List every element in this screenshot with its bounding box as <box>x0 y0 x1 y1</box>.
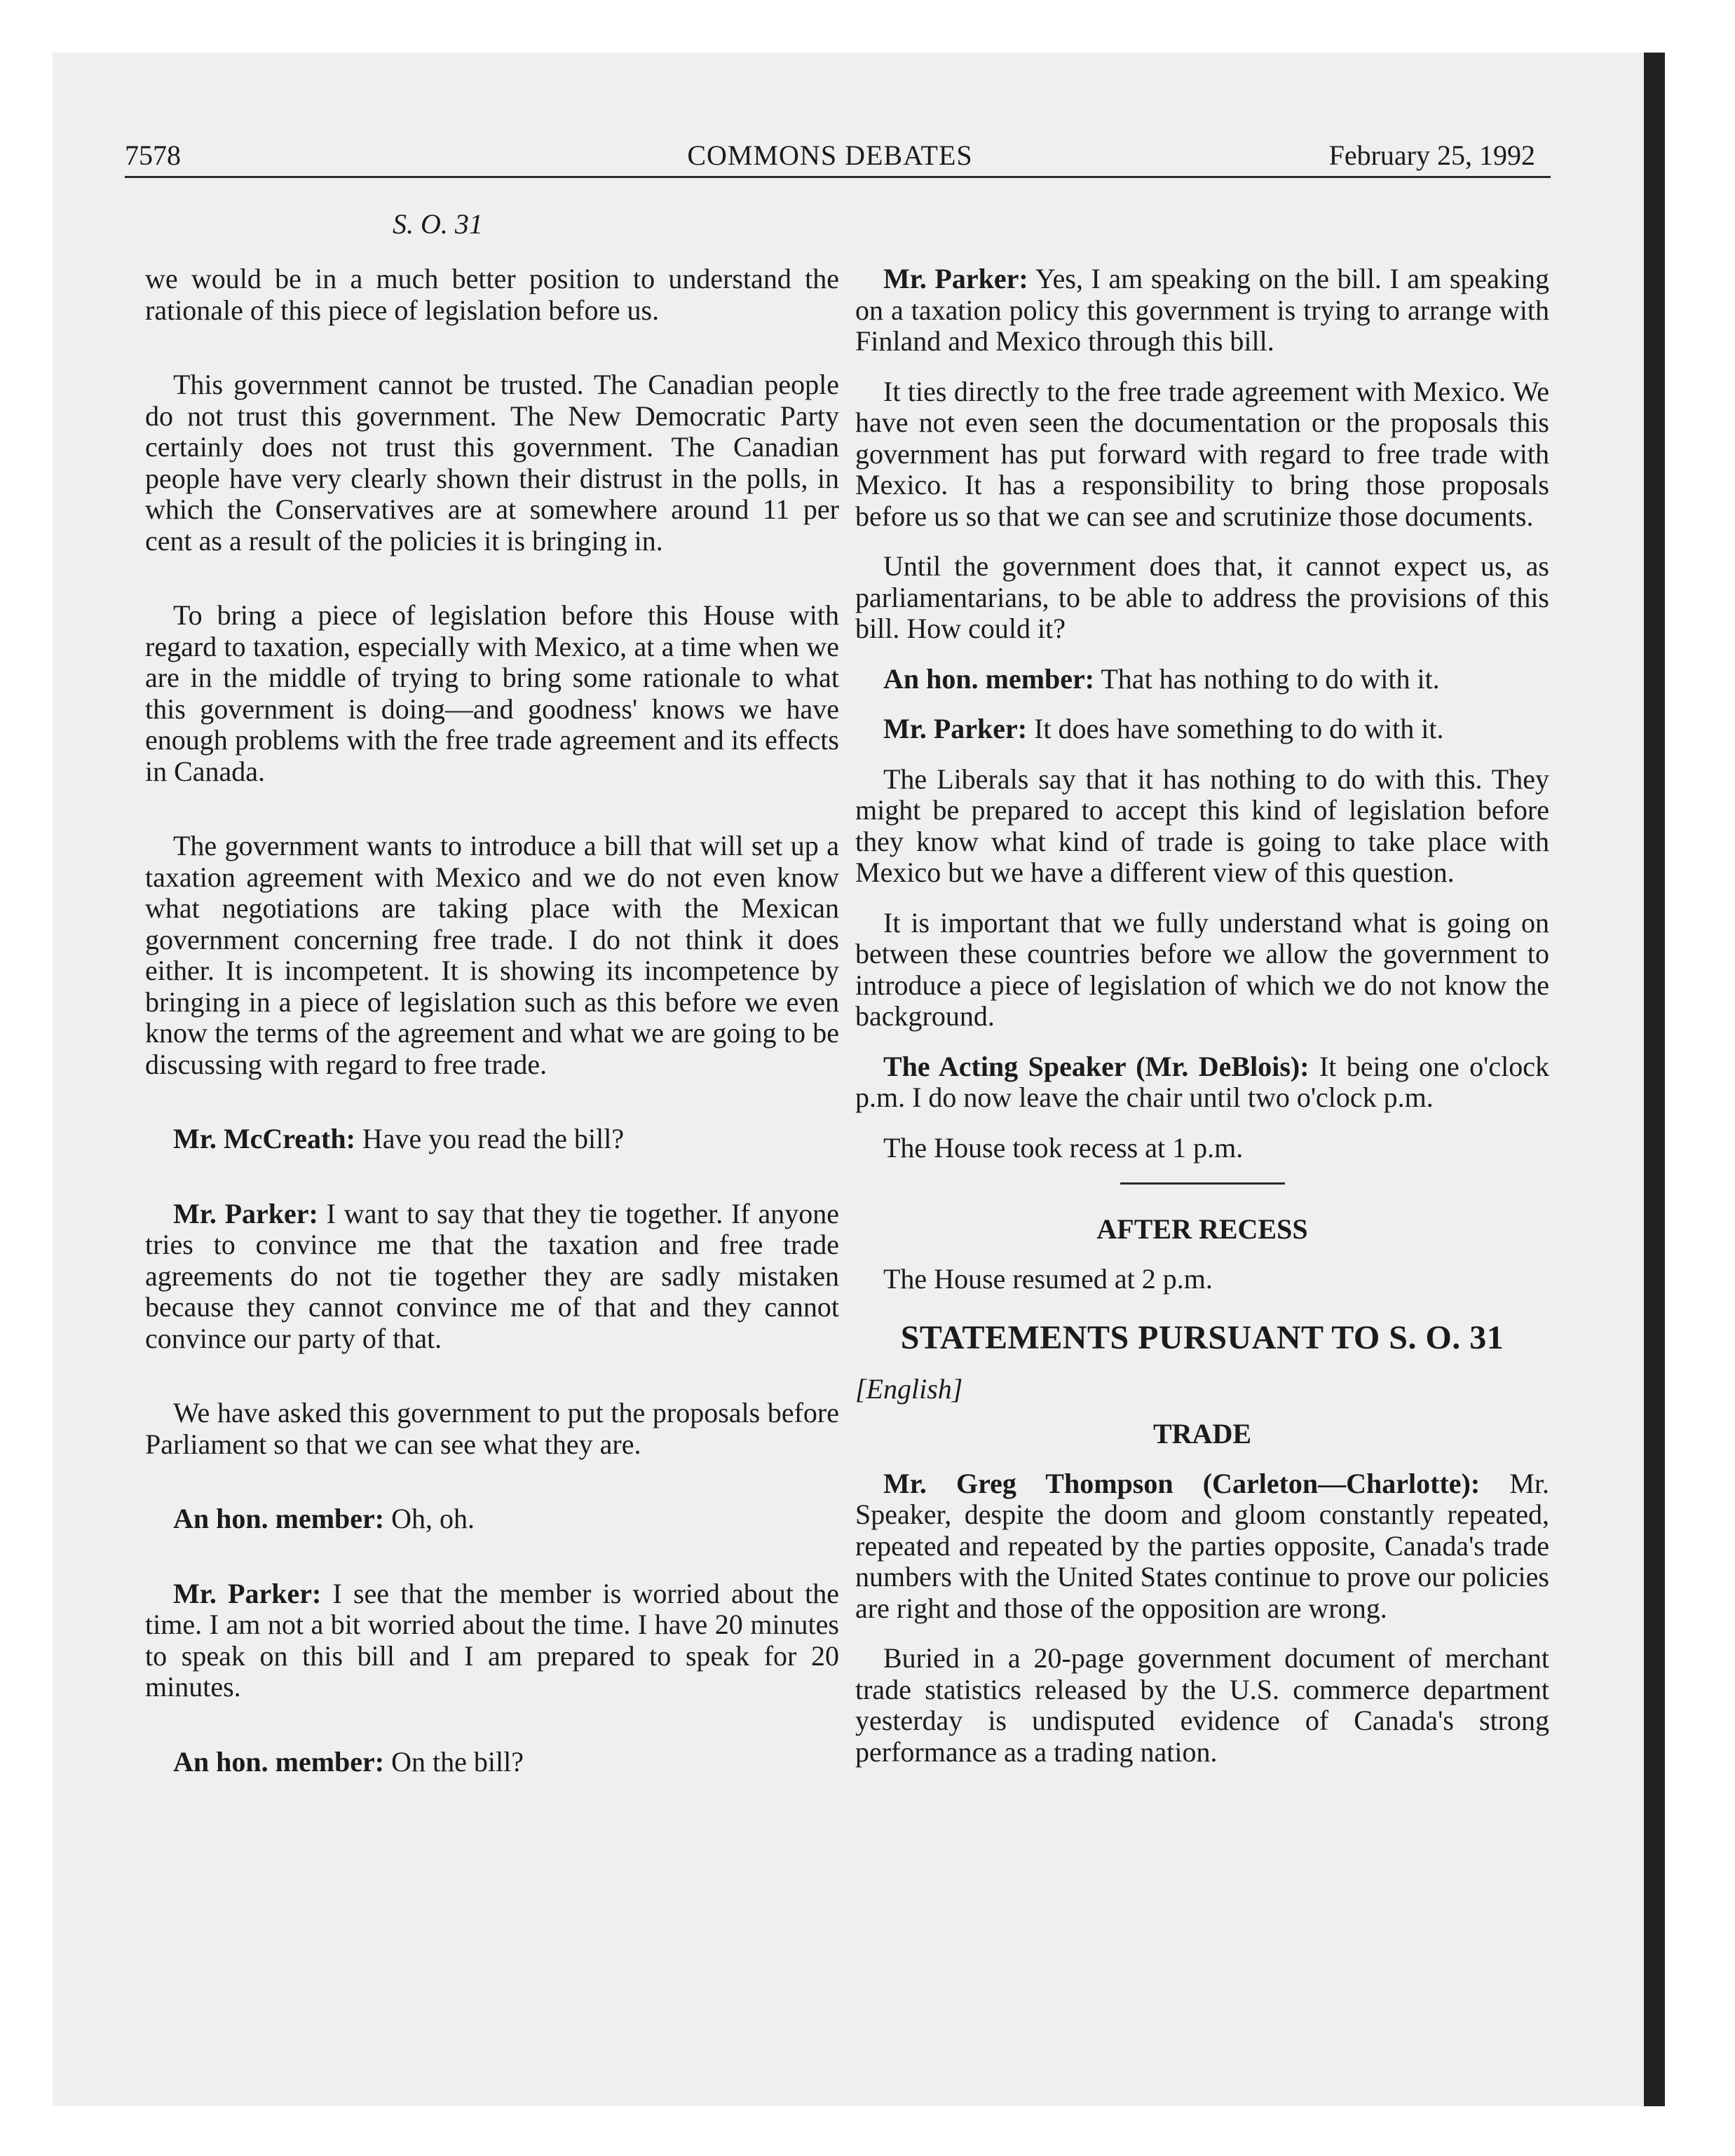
topic-heading: TRADE <box>1152 1418 1252 1449</box>
publication-title: COMMONS DEBATES <box>687 139 973 171</box>
statements-heading: STATEMENTS PURSUANT TO S. O. 31 <box>900 1319 1504 1356</box>
after-recess-heading: AFTER RECESS <box>1096 1213 1308 1245</box>
paragraph: We have asked this government to put the proposals before Parliament so that we can see what they are. <box>145 1397 839 1460</box>
paragraph: It is important that we fully understand what is going on between these countries before we allow the government to introduce a piece of legislation of which we do not know the background. <box>855 906 1549 1032</box>
speech: An hon. member: Oh, oh. <box>173 1503 475 1534</box>
paragraph: It ties directly to the free trade agreement with Mexico. We have not even seen the documentation or the proposals this government has put forward with regard to free trade with Mexico. It has a responsibility to bring those proposals before us so that we can see and scrutinize those documents. <box>855 375 1549 532</box>
speech: The Acting Speaker (Mr. DeBlois): It being one o'clock p.m. I do now leave the chair until two o'clock p.m. <box>855 1050 1549 1113</box>
paragraph: This government cannot be trusted. The Canadian people do not trust this government. The New Democratic Party certainly does not trust this government. The Canadian people have very clearly shown their distrust in the polls, in which the Conservatives are at somewhere around 11 per cent as a result of the policies it is bringing in. <box>145 369 839 557</box>
speaker-name: The Acting Speaker (Mr. DeBlois): <box>883 1050 1309 1082</box>
language-note: [English] <box>855 1372 963 1405</box>
section-reference: S. O. 31 <box>393 208 483 240</box>
section-divider <box>1120 1182 1285 1185</box>
speech: Mr. Parker: I see that the member is worried about the time. I am not a bit worried about the time. I have 20 minutes to speak on this bill and I am prepared to speak for 20 minutes. <box>145 1577 839 1703</box>
speaker-name: Mr. Parker: <box>883 263 1028 294</box>
speaker-name: Mr. Parker: <box>173 1197 318 1229</box>
speech: Mr. Parker: Yes, I am speaking on the bill. I am speaking on a taxation policy this government is trying to arrange with Finland and Mexico through this bill. <box>855 263 1550 357</box>
page-header <box>125 137 1535 174</box>
speech: Mr. McCreath: Have you read the bill? <box>173 1123 625 1154</box>
scan-edge-bar <box>1644 53 1665 2106</box>
speech: Mr. Parker: It does have something to do with it. <box>883 713 1444 744</box>
paragraph: we would be in a much better position to understand the rationale of this piece of legislation before us. <box>145 263 839 326</box>
right-column <box>855 264 1549 1787</box>
paragraph: The House took recess at 1 p.m. <box>883 1131 1244 1164</box>
publication-date: February 25, 1992 <box>1328 139 1535 171</box>
paragraph: The government wants to introduce a bill that will set up a taxation agreement with Mexico and we do not even know what negotiations are taking place with the Mexican government concerning free trade. I do not think it does either. It is incompetent. It is showing its incompetence by bringing in a piece of legislation such as this before we even know the terms of the agreement and what we are going to be discussing with regard to free trade. <box>145 830 839 1080</box>
speaker-name: Mr. McCreath: <box>173 1123 355 1154</box>
page-number: 7578 <box>125 139 181 171</box>
speaker-name: Mr. Parker: <box>173 1577 322 1609</box>
paragraph: Until the government does that, it cannot expect us, as parliamentarians, to be able to address the provisions of this bill. How could it? <box>855 550 1549 644</box>
speech: Mr. Parker: I want to say that they tie together. If anyone tries to convince me that the taxation and free trade agreements do not tie together they are sadly mistaken because they cannot convince me of that and they cannot convince our party of that. <box>145 1197 839 1354</box>
speech: An hon. member: On the bill? <box>173 1745 524 1778</box>
header-rule <box>125 176 1551 178</box>
speaker-name: An hon. member: <box>173 1503 385 1534</box>
speaker-name: An hon. member: <box>173 1745 385 1778</box>
speaker-name: An hon. member: <box>883 662 1095 695</box>
speaker-name: Mr. Greg Thompson (Carleton—Charlotte): <box>883 1467 1481 1499</box>
speech: Mr. Greg Thompson (Carleton—Charlotte): Mr. Speaker, despite the doom and gloom constantly repeated, repeated and repeated by the parties opposite, Canada's trade numbers with the United States continue to prove our policies are right and those of the opposition are wrong. <box>855 1467 1549 1624</box>
paragraph: The House resumed at 2 p.m. <box>883 1262 1213 1295</box>
speaker-name: Mr. Parker: <box>883 713 1028 744</box>
left-column <box>145 264 839 1821</box>
paragraph: Buried in a 20-page government document of merchant trade statistics released by the U.S. commerce department yesterday is undisputed evidence of Canada's strong performance as a trading nation. <box>855 1642 1549 1768</box>
speech: An hon. member: That has nothing to do with it. <box>883 662 1440 695</box>
paragraph: The Liberals say that it has nothing to do with this. They might be prepared to accept this kind of legislation before they know what kind of trade is going to take place with Mexico but we have a different view of this question. <box>855 763 1549 888</box>
paragraph: To bring a piece of legislation before this House with regard to taxation, especially with Mexico, at a time when we are in the middle of trying to bring some rationale to what this government is doing—and goodness' knows we have enough problems with the free trade agreement and its effects in Canada. <box>145 599 839 787</box>
